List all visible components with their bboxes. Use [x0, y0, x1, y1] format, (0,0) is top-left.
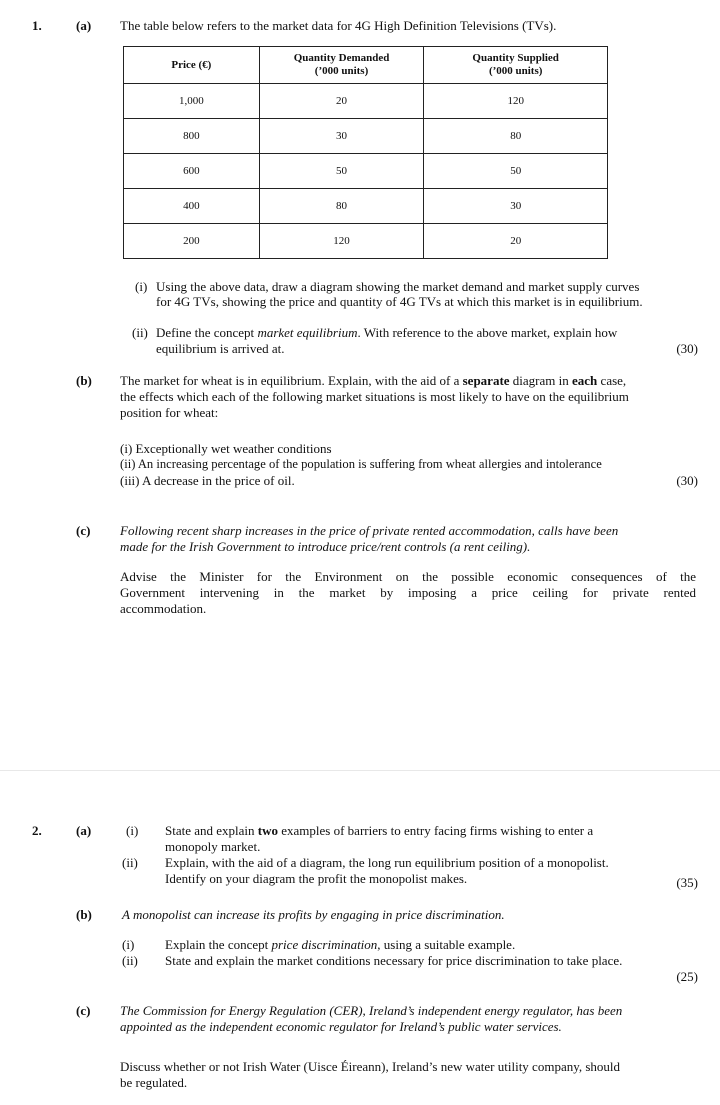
cell-price: 200: [124, 224, 260, 259]
q1a-marks: (30): [676, 341, 698, 356]
q1b-line1: The market for wheat is in equilibrium. Explain, with the aid of a separate diagram in each case,: [120, 373, 627, 388]
q2-part-c-label: (c): [76, 1003, 91, 1018]
table-row: [124, 119, 608, 154]
q2-part-a-label: (a): [76, 823, 92, 838]
cell-price: 600: [124, 154, 260, 189]
q2b-i-number: (i): [122, 937, 135, 952]
cell-qs: 50: [424, 154, 608, 189]
q1-part-c-label: (c): [76, 523, 91, 538]
q2-part-b-label: (b): [76, 907, 92, 922]
q1b-line2: the effects which each of the following market situations is most likely to have on the equilibrium: [120, 389, 629, 404]
q2c-discuss-line1: Discuss whether or not Irish Water (Uisce Éireann), Ireland’s new water utility company, should: [120, 1059, 621, 1074]
q1c-advise-line3: accommodation.: [120, 601, 207, 616]
cell-qd: 30: [259, 119, 424, 154]
q2b-ii-number: (ii): [122, 953, 138, 968]
q1b-item-2: (ii) An increasing percentage of the population is suffering from wheat allergies and intolerance: [120, 457, 602, 471]
q1b-line3: position for wheat:: [120, 405, 219, 420]
cell-price: 400: [124, 189, 260, 224]
cell-qd: 120: [259, 224, 424, 259]
header-quantity-supplied: Quantity Supplied (’000 units): [424, 47, 608, 84]
header-quantity-demanded: Quantity Demanded (’000 units): [259, 47, 424, 84]
q1a-i-line2: for 4G TVs, showing the price and quantity of 4G TVs at which this market is in equilibrium.: [156, 294, 643, 309]
cell-price: 1,000: [124, 84, 260, 119]
cell-qd: 50: [259, 154, 424, 189]
q2a-ii-line1: Explain, with the aid of a diagram, the long run equilibrium position of a monopolist.: [165, 855, 609, 870]
q2b-ii-line: State and explain the market conditions necessary for price discrimination to take place.: [165, 953, 623, 968]
q1a-ii-number: (ii): [132, 325, 148, 340]
term-price-discrimination: price discrimination: [271, 937, 378, 952]
term-market-equilibrium: market equilibrium: [257, 325, 358, 340]
q1c-italic-line1: Following recent sharp increases in the price of private rented accommodation, calls have been: [120, 523, 619, 538]
header-price: Price (€): [124, 47, 260, 84]
cell-qd: 80: [259, 189, 424, 224]
table-header-row: [124, 47, 608, 84]
cell-price: 800: [124, 119, 260, 154]
q1a-i-line1: Using the above data, draw a diagram showing the market demand and market supply curves: [156, 279, 640, 294]
q2a-i-line2: monopoly market.: [165, 839, 261, 854]
q1b-item-1: (i) Exceptionally wet weather conditions: [120, 441, 332, 456]
q2a-marks: (35): [676, 875, 698, 890]
q1b-item-3: (iii) A decrease in the price of oil.: [120, 473, 295, 488]
q2a-ii-line2: Identify on your diagram the profit the monopolist makes.: [165, 871, 468, 886]
page-divider: [0, 770, 720, 771]
q2a-i-line1: State and explain two examples of barriers to entry facing firms wishing to enter a: [165, 823, 594, 838]
q1b-marks: (30): [676, 473, 698, 488]
q1c-italic-line2: made for the Irish Government to introduce price/rent controls (a rent ceiling).: [120, 539, 531, 554]
table-row: [124, 189, 608, 224]
q2c-italic-line2: appointed as the independent economic regulator for Ireland’s public water services.: [120, 1019, 562, 1034]
q1c-advise-line1: Advise the Minister for the Environment on the possible economic consequences of the: [120, 569, 696, 584]
q2a-ii-number: (ii): [122, 855, 138, 870]
table-row: [124, 154, 608, 189]
question-2-number: 2.: [32, 823, 42, 838]
cell-qs: 30: [424, 189, 608, 224]
q2b-intro: A monopolist can increase its profits by engaging in price discrimination.: [122, 907, 505, 922]
q1-part-b-label: (b): [76, 373, 92, 388]
cell-qd: 20: [259, 84, 424, 119]
q2c-italic-line1: The Commission for Energy Regulation (CER), Ireland’s independent energy regulator, has been: [120, 1003, 623, 1018]
market-data-table: [123, 46, 608, 259]
q2b-i-line: Explain the concept price discrimination, using a suitable example.: [165, 937, 516, 952]
q1a-intro: The table below refers to the market data for 4G High Definition Televisions (TVs).: [120, 18, 557, 33]
table-row: [124, 224, 608, 259]
table-row: [124, 84, 608, 119]
cell-qs: 80: [424, 119, 608, 154]
q1a-i-number: (i): [135, 279, 148, 294]
q1a-ii-line1: Define the concept market equilibrium. With reference to the above market, explain how: [156, 325, 618, 340]
q2a-i-number: (i): [126, 823, 139, 838]
q1a-ii-line2: equilibrium is arrived at.: [156, 341, 285, 356]
q1c-advise-line2: Government intervening in the market by imposing a price ceiling for private rented: [120, 585, 696, 600]
q2b-marks: (25): [676, 969, 698, 984]
q2c-discuss-line2: be regulated.: [120, 1075, 188, 1090]
cell-qs: 20: [424, 224, 608, 259]
cell-qs: 120: [424, 84, 608, 119]
question-1-number: 1.: [32, 18, 42, 33]
q1-part-a-label: (a): [76, 18, 92, 33]
